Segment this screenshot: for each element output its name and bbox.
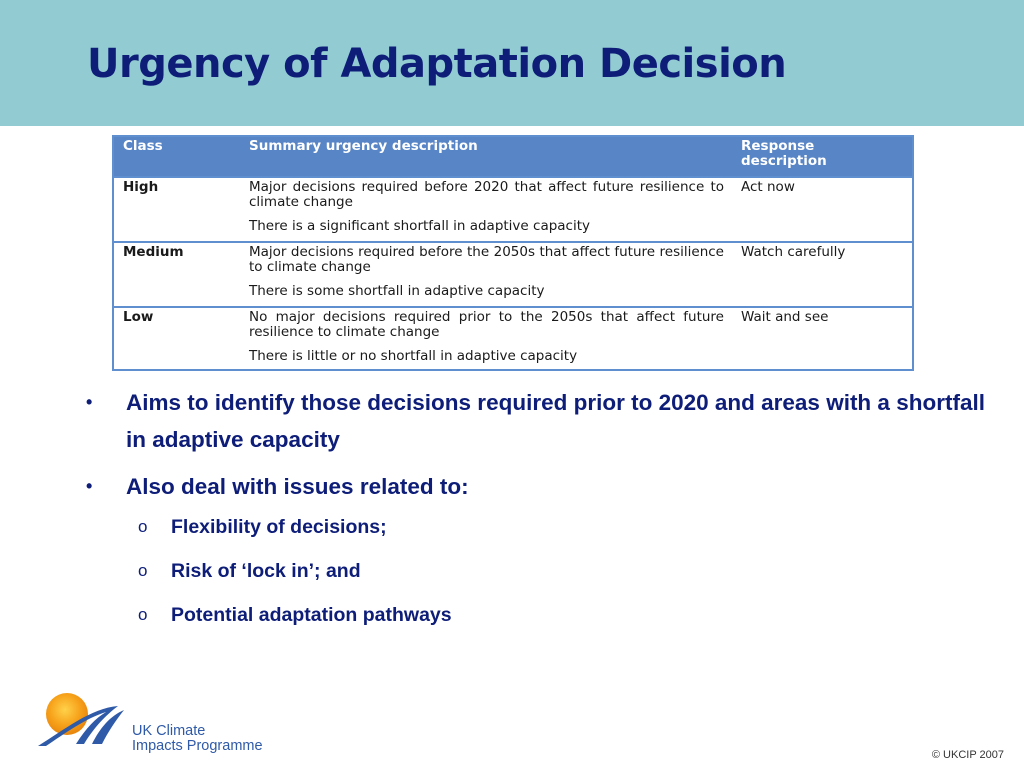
summary-cell — [240, 177, 732, 242]
sub-bullet-item — [86, 593, 986, 637]
bullet-text: Aims to identify those decisions required prior to 2020 and areas with a shortfall in adaptive capacity — [126, 390, 985, 452]
summary-capacity-text: There is little or no shortfall in adaptive capacity — [249, 348, 578, 364]
summary-decision-text: Major decisions required before 2020 that affect future resilience to climate change — [249, 179, 724, 210]
sub-bullet-text: Flexibility of decisions; — [171, 516, 387, 538]
urgency-table — [112, 135, 914, 371]
logo-text — [132, 724, 263, 753]
header-band — [0, 0, 1024, 126]
response-cell: Watch carefully — [741, 244, 846, 260]
summary-capacity-text: There is a significant shortfall in adaptive capacity — [249, 218, 591, 234]
class-cell: Low — [123, 309, 154, 325]
logo-line-1: UK Climate — [132, 723, 206, 739]
bullet-dot-icon: • — [86, 392, 93, 412]
sub-bullet-text: Potential adaptation pathways — [171, 604, 452, 626]
response-cell: Act now — [741, 179, 795, 195]
class-cell: High — [123, 179, 159, 195]
summary-cell — [240, 307, 732, 372]
sub-bullet-circle-icon: o — [138, 517, 148, 536]
class-cell: Medium — [123, 244, 184, 260]
bullet-text: Also deal with issues related to: — [126, 474, 469, 499]
urgency-table-grid — [114, 137, 912, 372]
sub-bullet-circle-icon: o — [138, 561, 148, 580]
header-response: Response description — [741, 138, 827, 169]
table-row-high — [114, 177, 912, 242]
logo-line-2: Impacts Programme — [132, 737, 263, 754]
bullet-item — [86, 468, 986, 505]
slide-title: Urgency of Adaptation Decision — [87, 41, 787, 87]
copyright-text: © UKCIP 2007 — [931, 749, 1004, 761]
header-class: Class — [123, 138, 163, 154]
summary-cell — [240, 242, 732, 307]
sub-bullet-item — [86, 505, 986, 549]
summary-capacity-text: There is some shortfall in adaptive capacity — [249, 283, 545, 299]
sub-bullet-circle-icon: o — [138, 605, 148, 624]
table-row-low — [114, 307, 912, 372]
table-header-row — [114, 137, 912, 177]
bullet-item — [86, 384, 986, 458]
response-cell: Wait and see — [741, 309, 829, 325]
bullet-list — [86, 384, 986, 637]
summary-decision-text: Major decisions required before the 2050s that affect future resilience to climate change — [249, 244, 724, 275]
table-row-medium — [114, 242, 912, 307]
summary-decision-text: No major decisions required prior to the 2050s that affect future resilience to climate change — [249, 309, 724, 340]
bullet-dot-icon: • — [86, 476, 93, 496]
header-summary: Summary urgency description — [249, 138, 478, 154]
sub-bullet-item — [86, 549, 986, 593]
sub-bullet-text: Risk of ‘lock in’; and — [171, 560, 361, 582]
